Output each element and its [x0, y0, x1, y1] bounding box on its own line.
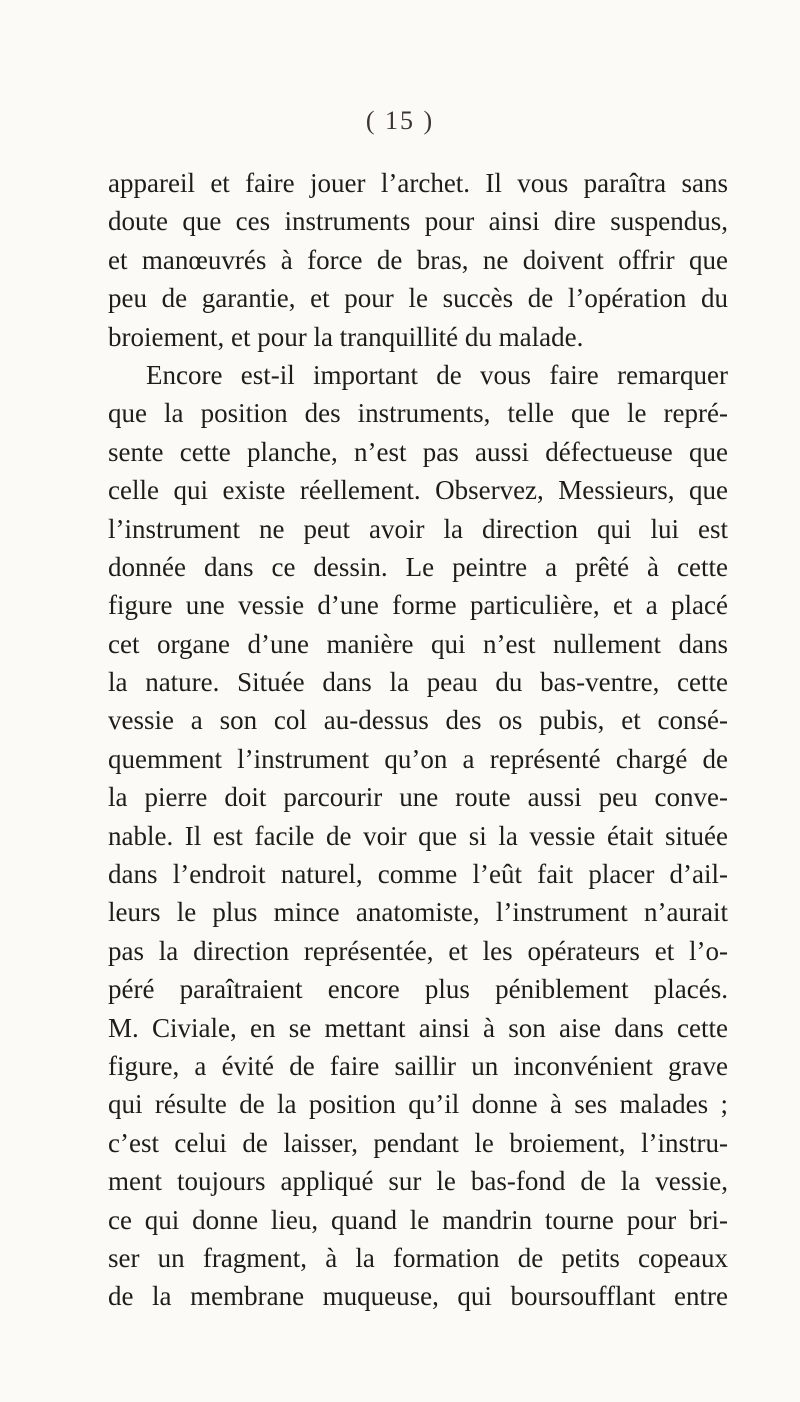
text-line: celle qui existe réellement. Observez, Messieurs, que	[108, 475, 728, 506]
text-line: de la membrane muqueuse, qui boursoufflant entre	[108, 1281, 728, 1312]
text-line: donnée dans ce dessin. Le peintre a prêté à cette	[108, 551, 728, 582]
text-line: nable. Il est facile de voir que si la vessie était située	[108, 820, 728, 851]
text-line: dans l’endroit naturel, comme l’eût fait placer d’ail-	[108, 859, 728, 890]
text-line: ce qui donne lieu, quand le mandrin tourne pour bri-	[108, 1204, 728, 1235]
text-line: figure une vessie d’une forme particulière, et a placé	[108, 590, 728, 621]
text-line: ment toujours appliqué sur le bas-fond de la vessie,	[108, 1166, 728, 1197]
text-line: ser un fragment, à la formation de petits copeaux	[108, 1242, 728, 1273]
text-line: pas la direction représentée, et les opérateurs et l’o-	[108, 935, 728, 966]
paragraph-1	[108, 164, 728, 356]
text-line: peu de garantie, et pour le succès de l’opération du	[108, 283, 728, 314]
text-line: la pierre doit parcourir une route aussi peu conve-	[108, 782, 728, 813]
text-line: la nature. Située dans la peau du bas-ventre, cette	[108, 667, 728, 698]
text-line: vessie a son col au-dessus des os pubis, et consé-	[108, 705, 728, 736]
text-line: que la position des instruments, telle que le repré-	[108, 398, 728, 429]
text-line: leurs le plus mince anatomiste, l’instrument n’aurait	[108, 897, 728, 928]
text-line: Encore est-il important de vous faire remarquer	[146, 359, 728, 390]
text-line: cet organe d’une manière qui n’est nullement dans	[108, 628, 728, 659]
body-text	[108, 164, 728, 1316]
text-line: sente cette planche, n’est pas aussi défectueuse que	[108, 436, 728, 467]
text-line: l’instrument ne peut avoir la direction qui lui est	[108, 513, 728, 544]
text-line: qui résulte de la position qu’il donne à ses malades ;	[108, 1089, 728, 1120]
text-line: péré paraîtraient encore plus péniblement placés.	[108, 974, 728, 1005]
text-line: appareil et faire jouer l’archet. Il vous paraîtra sans	[108, 168, 728, 198]
text-line: M. Civiale, en se mettant ainsi à son aise dans cette	[108, 1012, 728, 1043]
text-line: quemment l’instrument qu’on a représenté chargé de	[108, 743, 728, 774]
paragraph-2	[108, 356, 728, 1316]
text-line: c’est celui de laisser, pendant le broiement, l’instru-	[108, 1127, 728, 1158]
text-line: broiement, et pour la tranquillité du malade.	[108, 321, 584, 352]
text-line: doute que ces instruments pour ainsi dire suspendus,	[108, 206, 728, 237]
text-line: figure, a évité de faire saillir un inconvénient grave	[108, 1050, 728, 1081]
page-number: ( 15 )	[365, 106, 435, 135]
text-line: et manœuvrés à force de bras, ne doivent offrir que	[108, 244, 728, 275]
